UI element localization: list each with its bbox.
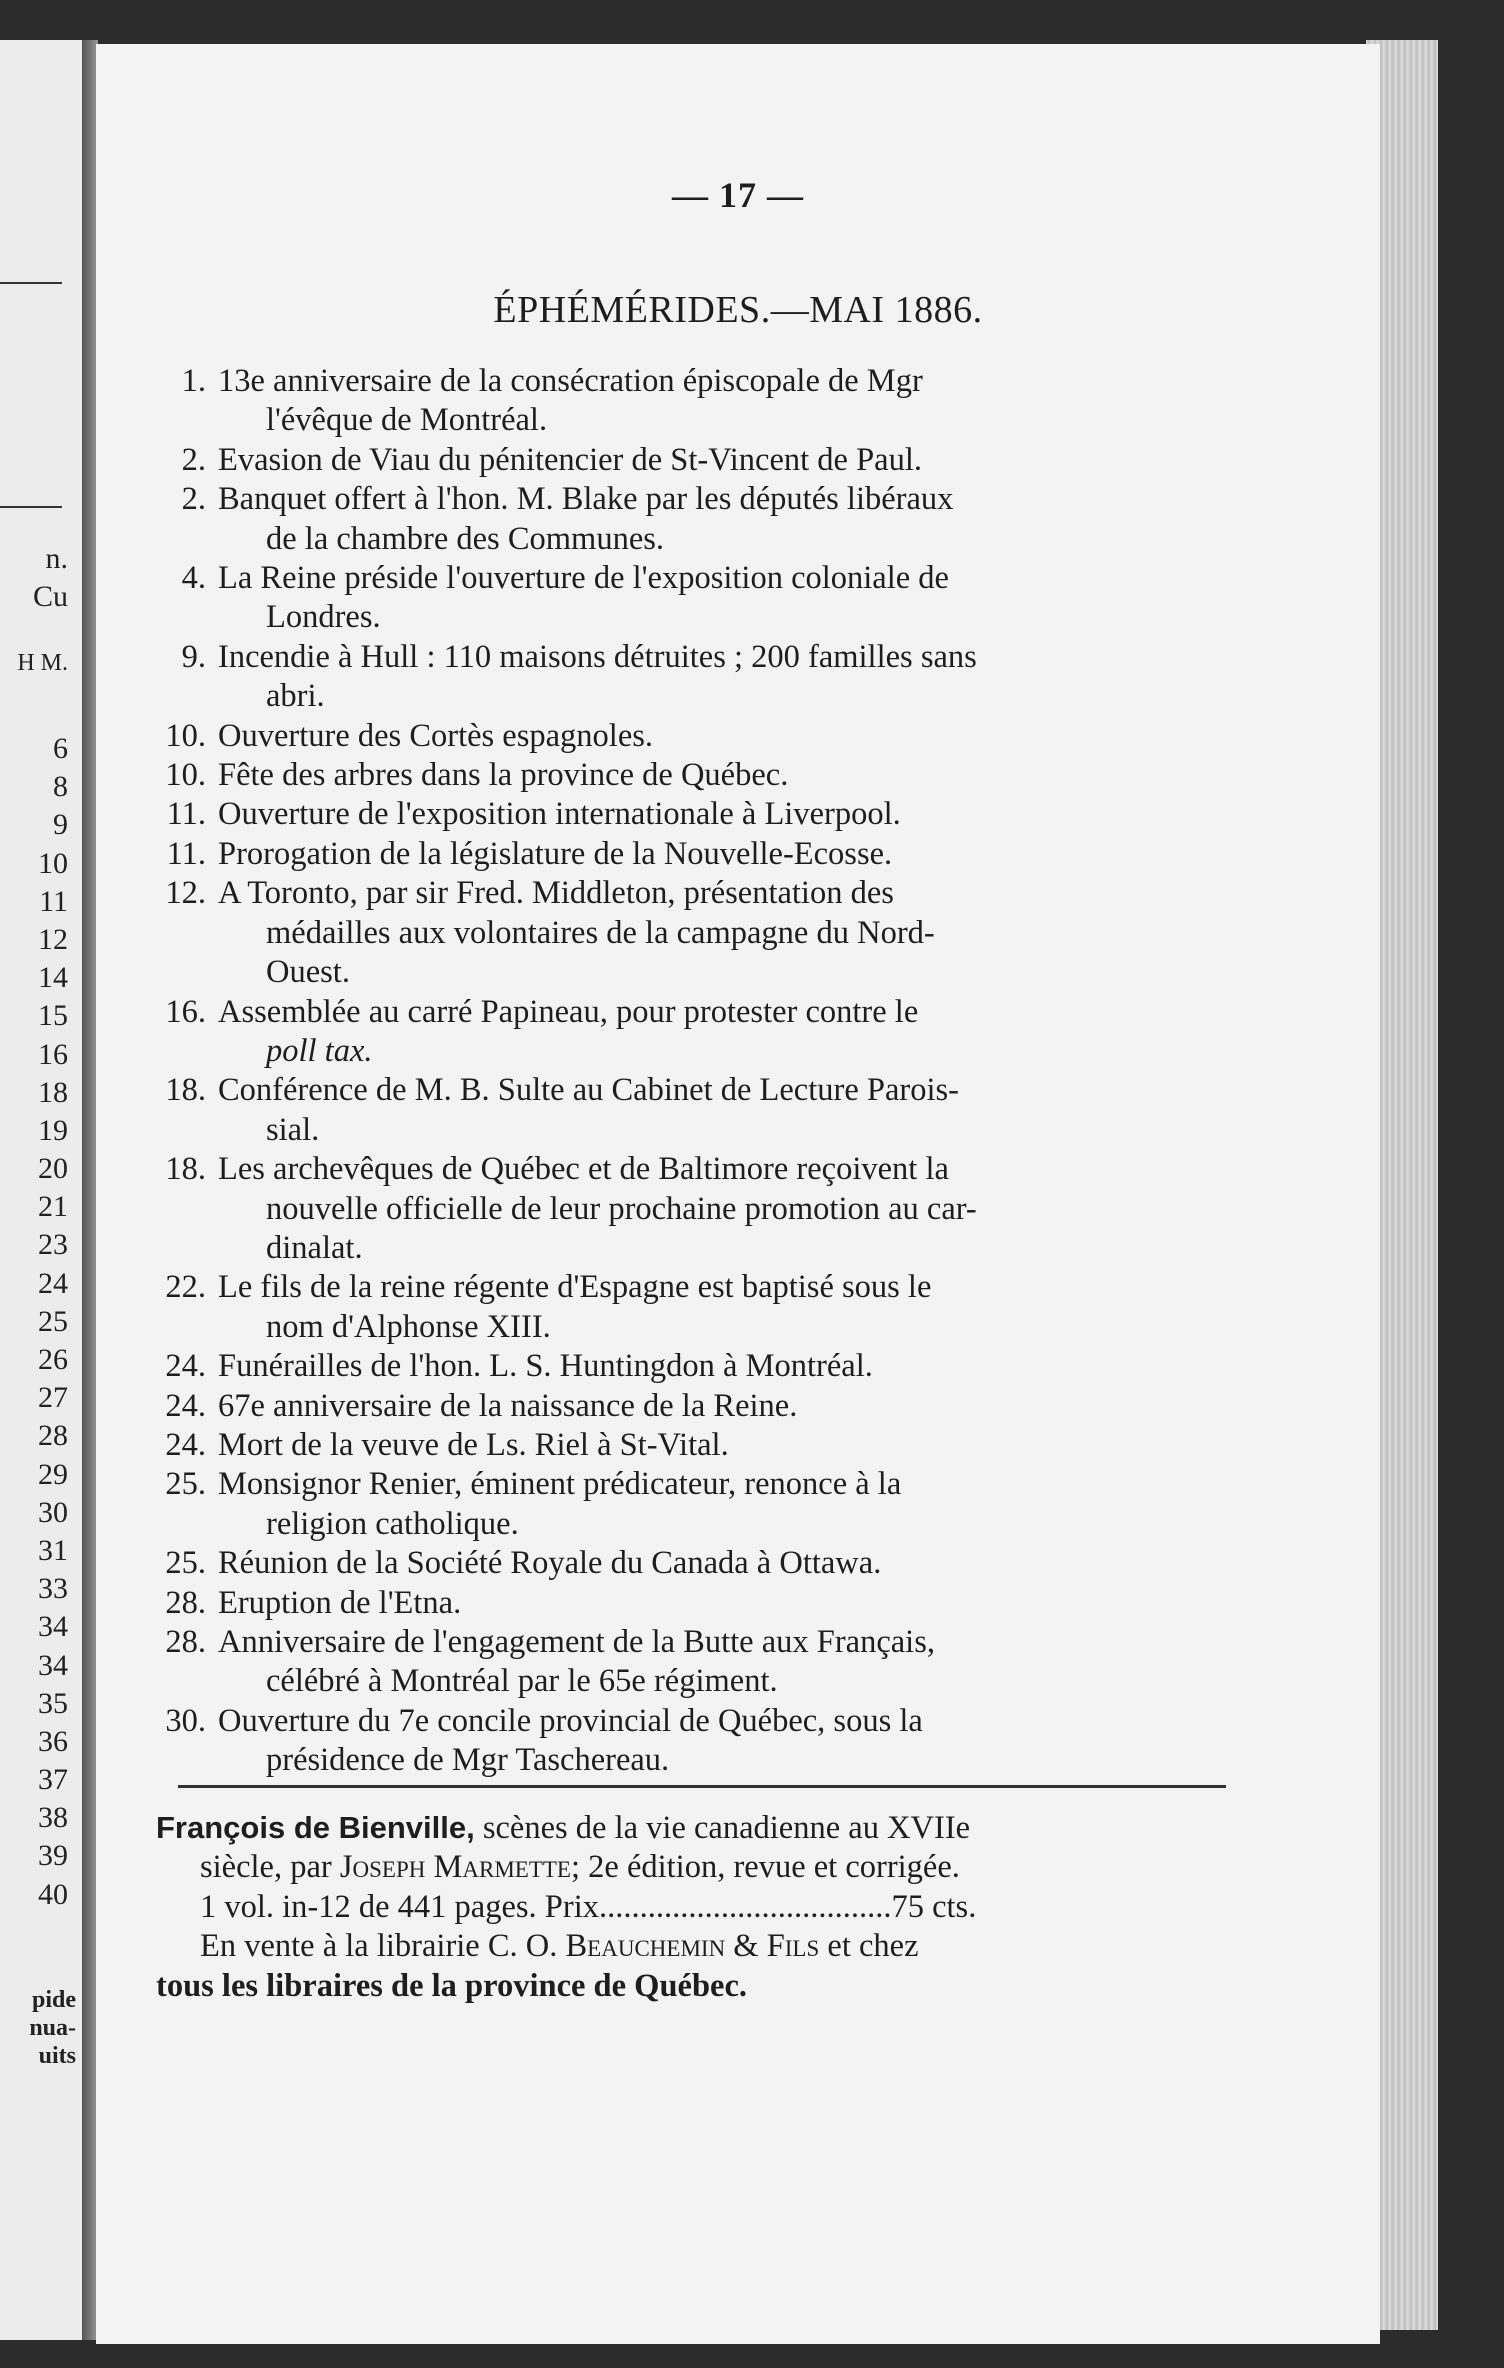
entry-day: 22. (165, 1269, 206, 1306)
ephemeris-entry (140, 756, 1320, 795)
left-rule-1 (0, 282, 62, 284)
book-advertisement (156, 1808, 1240, 2006)
ephemeris-entry (140, 441, 1320, 480)
entry-day: 4. (181, 560, 206, 597)
entry-day: 18. (165, 1151, 206, 1188)
left-number: 12 (38, 922, 68, 956)
entry-continuation: dinalat. (266, 1229, 363, 1266)
left-fragment-1: n. (45, 542, 68, 575)
entry-text: Le fils de la reine régente d'Espagne est baptisé sous le (218, 1269, 932, 1306)
entry-text: Réunion de la Société Royale du Canada à Ottawa. (218, 1545, 882, 1582)
entry-text: La Reine préside l'ouverture de l'exposition coloniale de (218, 560, 949, 597)
left-number: 33 (38, 1572, 68, 1606)
ephemeris-entry (140, 1150, 1320, 1268)
entry-text: Fête des arbres dans la province de Québec. (218, 757, 789, 794)
entry-day: 12. (165, 875, 206, 912)
entry-day: 24. (165, 1426, 206, 1463)
ad-book-title: François de Bienville, (156, 1810, 475, 1845)
entry-text: Banquet offert à l'hon. M. Blake par les députés libéraux (218, 481, 954, 518)
ephemeris-entry (140, 993, 1320, 1072)
left-rule-2 (0, 506, 62, 508)
entry-day: 18. (165, 1072, 206, 1109)
entry-text: Les archevêques de Québec et de Baltimore reçoivent la (218, 1151, 949, 1188)
entry-text: Incendie à Hull : 110 maisons détruites ; 200 familles sans (218, 638, 977, 675)
ephemeris-entry (140, 1387, 1320, 1426)
ephemeris-entry (140, 1465, 1320, 1544)
left-number: 29 (38, 1457, 68, 1491)
entry-continuation: sial. (266, 1111, 320, 1148)
left-number: 16 (38, 1037, 68, 1071)
ephemeris-entry (140, 480, 1320, 559)
entry-text: A Toronto, par sir Fred. Middleton, présentation des (218, 875, 894, 912)
ephemeris-entry (140, 1071, 1320, 1150)
entry-day: 11. (166, 796, 206, 833)
left-number: 21 (38, 1190, 68, 1224)
entry-continuation: abri. (266, 678, 325, 715)
ephemeris-entry (140, 362, 1320, 441)
entry-day: 1. (181, 363, 206, 399)
ephemeris-entry (140, 795, 1320, 834)
left-number: 24 (38, 1266, 68, 1300)
left-number: 11 (39, 884, 68, 918)
entry-day: 24. (165, 1387, 206, 1424)
left-footer-line: nua- (29, 2015, 76, 2041)
entry-text: Ouverture du 7e concile provincial de Québec, sous la (218, 1702, 923, 1739)
entry-day: 11. (166, 835, 206, 872)
ad-line-1 (156, 1808, 1240, 1848)
ephemeris-entry (140, 559, 1320, 638)
left-fragment-2: Cu (32, 580, 68, 613)
left-number: 40 (38, 1877, 68, 1911)
left-number: 39 (38, 1839, 68, 1873)
left-number-column (38, 730, 68, 1914)
entry-text: 67e anniversaire de la naissance de la Reine. (218, 1387, 798, 1424)
entry-text: Anniversaire de l'engagement de la Butte aux Français, (218, 1624, 935, 1660)
entry-text: Eruption de l'Etna. (218, 1584, 462, 1621)
ephemeris-entry (140, 1347, 1320, 1386)
ad-line-5: tous les libraires de la province de Québec. (156, 1967, 747, 2004)
section-divider (178, 1785, 1226, 1788)
left-number: 37 (38, 1763, 68, 1797)
entry-day: 9. (181, 638, 206, 675)
left-number: 28 (38, 1419, 68, 1453)
entry-continuation: religion catholique. (266, 1505, 519, 1542)
ad-line-1-text: scènes de la vie canadienne au XVIIe (482, 1810, 971, 1846)
entry-day: 2. (181, 481, 206, 518)
ad-line-2-a: siècle, par (200, 1849, 332, 1886)
entry-continuation: présidence de Mgr Taschereau. (266, 1742, 670, 1779)
ephemeris-entry (140, 1268, 1320, 1347)
entry-day: 28. (165, 1624, 206, 1660)
left-number: 36 (38, 1724, 68, 1758)
previous-page-fragment (0, 40, 82, 2340)
ephemerides-list (140, 362, 1320, 1781)
left-number: 10 (38, 846, 68, 880)
left-number: 38 (38, 1801, 68, 1835)
entry-day: 10. (165, 717, 206, 754)
ephemeris-entry (140, 1623, 1320, 1702)
left-footer-line: pide (31, 1987, 76, 2013)
entry-day: 24. (165, 1348, 206, 1385)
entry-text: 13e anniversaire de la consécration épiscopale de Mgr (218, 363, 923, 399)
left-number: 15 (38, 999, 68, 1033)
left-number: 25 (38, 1304, 68, 1338)
ad-line-4-b: et chez (827, 1928, 919, 1965)
entry-text: Funérailles de l'hon. L. S. Huntingdon à Montréal. (218, 1348, 873, 1385)
left-number: 8 (53, 770, 68, 804)
entry-text: Mort de la veuve de Ls. Riel à St-Vital. (218, 1426, 729, 1463)
ad-line-2 (156, 1848, 1240, 1887)
entry-text: Prorogation de la législature de la Nouvelle-Ecosse. (218, 835, 893, 872)
left-number: 20 (38, 1152, 68, 1186)
entry-day: 30. (165, 1702, 206, 1739)
entry-continuation: célébré à Montréal par le 65e régiment. (266, 1663, 778, 1700)
entry-continuation: nouvelle officielle de leur prochaine promotion au car- (266, 1190, 977, 1227)
ephemeris-entry (140, 717, 1320, 756)
ad-line-4 (156, 1927, 1240, 1966)
entry-continuation: nom d'Alphonse XIII. (266, 1308, 551, 1345)
left-footer-line: uits (38, 2043, 76, 2069)
left-number: 26 (38, 1343, 68, 1376)
left-number: 27 (38, 1381, 68, 1415)
entry-day: 28. (165, 1584, 206, 1621)
ad-publisher: C. O. Beauchemin & Fils (487, 1928, 820, 1965)
left-number: 9 (53, 808, 68, 842)
ad-line-3: 1 vol. in-12 de 441 pages. Prix....................................75 cts. (200, 1888, 977, 1925)
entry-day: 16. (165, 993, 206, 1030)
ad-line-4-a: En vente à la librairie (200, 1928, 480, 1965)
ephemeris-entry (140, 1544, 1320, 1583)
entry-text: Assemblée au carré Papineau, pour protester contre le (218, 993, 919, 1030)
left-fragment-3: H M. (17, 650, 68, 676)
page-heading: ÉPHÉMÉRIDES.—MAI 1886. (493, 289, 983, 331)
entry-day: 2. (181, 441, 206, 478)
left-number: 23 (38, 1228, 68, 1262)
left-number: 30 (38, 1495, 68, 1529)
ephemeris-entry (140, 1702, 1320, 1781)
entry-text: Ouverture des Cortès espagnoles. (218, 717, 654, 754)
entry-continuation: Ouest. (266, 954, 350, 991)
left-number: 35 (38, 1686, 68, 1720)
entry-text: Conférence de M. B. Sulte au Cabinet de Lecture Parois- (218, 1072, 959, 1109)
ephemeris-entry (140, 835, 1320, 874)
left-number: 34 (38, 1610, 68, 1644)
entry-continuation: de la chambre des Communes. (266, 520, 665, 557)
entry-continuation: l'évêque de Montréal. (266, 402, 548, 439)
entry-day: 25. (165, 1545, 206, 1582)
entry-continuation: médailles aux volontaires de la campagne du Nord- (266, 914, 935, 951)
entry-continuation: poll tax. (266, 1032, 373, 1069)
page-number: — 17 — (672, 175, 804, 215)
ephemeris-entry (140, 1426, 1320, 1465)
left-number: 34 (38, 1648, 68, 1682)
left-number: 19 (38, 1113, 68, 1147)
ephemeris-entry (140, 1584, 1320, 1623)
left-number: 6 (53, 732, 68, 765)
entry-day: 25. (165, 1466, 206, 1503)
left-footer-fragment (29, 1986, 76, 2070)
left-number: 14 (38, 961, 68, 995)
ad-author: Joseph Marmette (339, 1849, 571, 1886)
entry-continuation: Londres. (266, 599, 381, 636)
entry-text: Monsignor Renier, éminent prédicateur, renonce à la (218, 1466, 902, 1503)
entry-text: Ouverture de l'exposition internationale à Liverpool. (218, 796, 901, 833)
ad-line-2-b: ; 2e édition, revue et corrigée. (570, 1849, 960, 1886)
entry-text: Evasion de Viau du pénitencier de St-Vincent de Paul. (218, 441, 922, 478)
ephemeris-entry (140, 638, 1320, 717)
left-number: 31 (38, 1533, 68, 1567)
left-number: 18 (38, 1075, 68, 1109)
ephemeris-entry (140, 874, 1320, 992)
entry-day: 10. (165, 757, 206, 794)
